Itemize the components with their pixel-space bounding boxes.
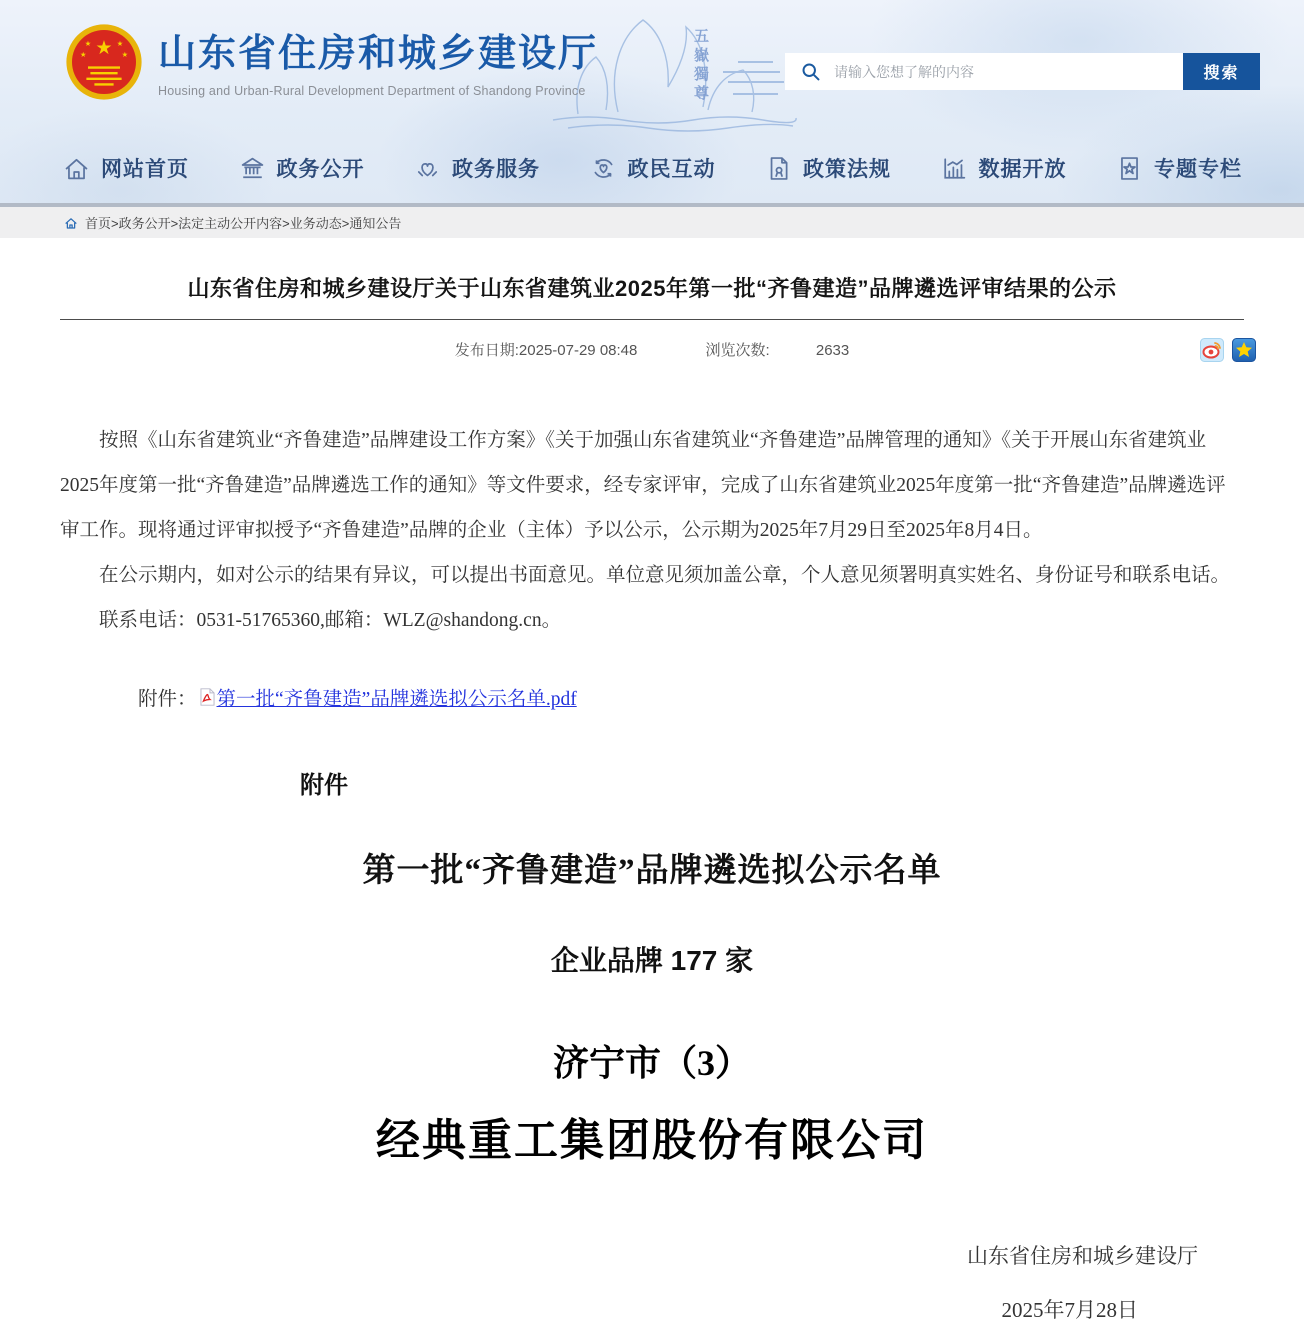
preview-document-title: 第一批“齐鲁建造”品牌遴选拟公示名单 — [362, 853, 942, 889]
nav-item-label: 政务公开 — [276, 158, 365, 181]
nav-item-open-data[interactable] — [940, 153, 1067, 183]
interaction-heart-icon — [589, 154, 618, 183]
article-title: 山东省住房和城乡建设厅关于山东省建筑业2025年第一批“齐鲁建造”品牌遴选评审结果的公示 — [187, 276, 1117, 301]
nav-item-policies[interactable] — [764, 153, 891, 183]
preview-city-heading: 济宁市（3） — [552, 1043, 751, 1083]
home-icon — [62, 154, 91, 183]
pdf-file-icon — [199, 688, 216, 706]
breadcrumb-path[interactable]: 首页>政务公开>法定主动公开内容>业务动态>通知公告 — [85, 216, 402, 231]
site-title: 山东省住房和城乡建设厅 — [158, 33, 599, 75]
signature-department: 山东省住房和城乡建设厅 — [967, 1244, 1198, 1268]
site-title-block — [158, 34, 598, 98]
site-subtitle: Housing and Urban-Rural Development Department of Shandong Province — [158, 83, 586, 98]
svg-text:★: ★ — [116, 39, 124, 48]
signature-block — [60, 1240, 1244, 1324]
article-content — [0, 272, 1304, 1324]
bar-chart-icon — [940, 154, 969, 183]
publish-date-label: 发布日期: — [454, 342, 519, 359]
preview-heading: 附件 — [300, 772, 348, 799]
paragraph-contact: 联系电话：0531-51765360,邮箱：WLZ@shandong.cn。 — [99, 610, 562, 631]
bank-icon — [238, 154, 267, 183]
views-value: 2633 — [815, 342, 850, 359]
main-navigation — [0, 133, 1304, 203]
page-header — [0, 0, 1304, 203]
title-divider — [60, 319, 1244, 320]
nav-item-public-interaction[interactable] — [589, 153, 716, 183]
article-body — [60, 418, 1244, 643]
search-icon — [800, 61, 822, 83]
breadcrumb-home-icon — [64, 216, 78, 230]
svg-text:★: ★ — [121, 50, 129, 60]
attachment-row — [60, 683, 1244, 711]
heart-hands-icon — [413, 154, 442, 183]
preview-company-name: 经典重工集团股份有限公司 — [376, 1116, 928, 1165]
share-icons — [1200, 338, 1256, 362]
qzone-share-icon[interactable] — [1232, 338, 1256, 362]
national-emblem-logo — [64, 18, 144, 106]
views-label: 浏览次数: — [705, 342, 770, 359]
article-meta — [60, 336, 1244, 366]
nav-item-label: 政务服务 — [452, 158, 540, 181]
nav-item-label: 专题专栏 — [1154, 158, 1242, 181]
search-box — [785, 53, 1260, 90]
svg-text:★: ★ — [84, 39, 92, 48]
publish-date-value: 2025-07-29 08:48 — [518, 342, 638, 359]
nav-item-label: 政策法规 — [803, 158, 891, 181]
policy-document-icon — [764, 154, 793, 183]
nav-item-gov-services[interactable] — [413, 153, 540, 183]
nav-item-home[interactable] — [62, 153, 189, 183]
nav-item-special-topics[interactable] — [1115, 153, 1242, 183]
star-document-icon — [1115, 154, 1144, 183]
svg-text:★: ★ — [95, 38, 113, 59]
attachment-label: 附件： — [138, 689, 197, 710]
search-button[interactable]: 搜索 — [1183, 53, 1260, 90]
nav-item-label: 政民互动 — [627, 158, 716, 181]
artwork-caption: 五嶽獨尊 — [692, 28, 708, 104]
search-input[interactable] — [834, 64, 1182, 80]
preview-brand-count: 企业品牌 177 家 — [550, 945, 754, 976]
nav-item-label: 网站首页 — [101, 158, 189, 181]
paragraph-1: 按照《山东省建筑业“齐鲁建造”品牌建设工作方案》《关于加强山东省建筑业“齐鲁建造”品牌管理的通知》《关于开展山东省建筑业2025年度第一批“齐鲁建造”品牌遴选工作的通知》等文件要求，经专家评审，完成了山东省建筑业2025年度第一批“齐鲁建造”品牌遴选评审工作。现将通过评审拟授予“齐鲁建造”品牌的企业（主体）予以公示，公示期为2025年7月29日至2025年8月4日。 — [60, 430, 1226, 541]
nav-item-label: 数据开放 — [978, 158, 1067, 181]
site-header — [0, 0, 1304, 133]
nav-item-gov-disclosure[interactable] — [238, 153, 365, 183]
svg-text:★: ★ — [79, 50, 87, 60]
breadcrumb — [0, 207, 1304, 238]
signature-date: 2025年7月28日 — [1001, 1298, 1138, 1322]
search-field — [785, 53, 1183, 90]
attachment-pdf-link[interactable]: 第一批“齐鲁建造”品牌遴选拟公示名单.pdf — [216, 689, 577, 710]
weibo-share-icon[interactable] — [1200, 338, 1224, 362]
paragraph-2: 在公示期内，如对公示的结果有异议，可以提出书面意见。单位意见须加盖公章，个人意见须署明真实姓名、身份证号和联系电话。 — [99, 565, 1231, 586]
attachment-preview — [60, 765, 1244, 1168]
